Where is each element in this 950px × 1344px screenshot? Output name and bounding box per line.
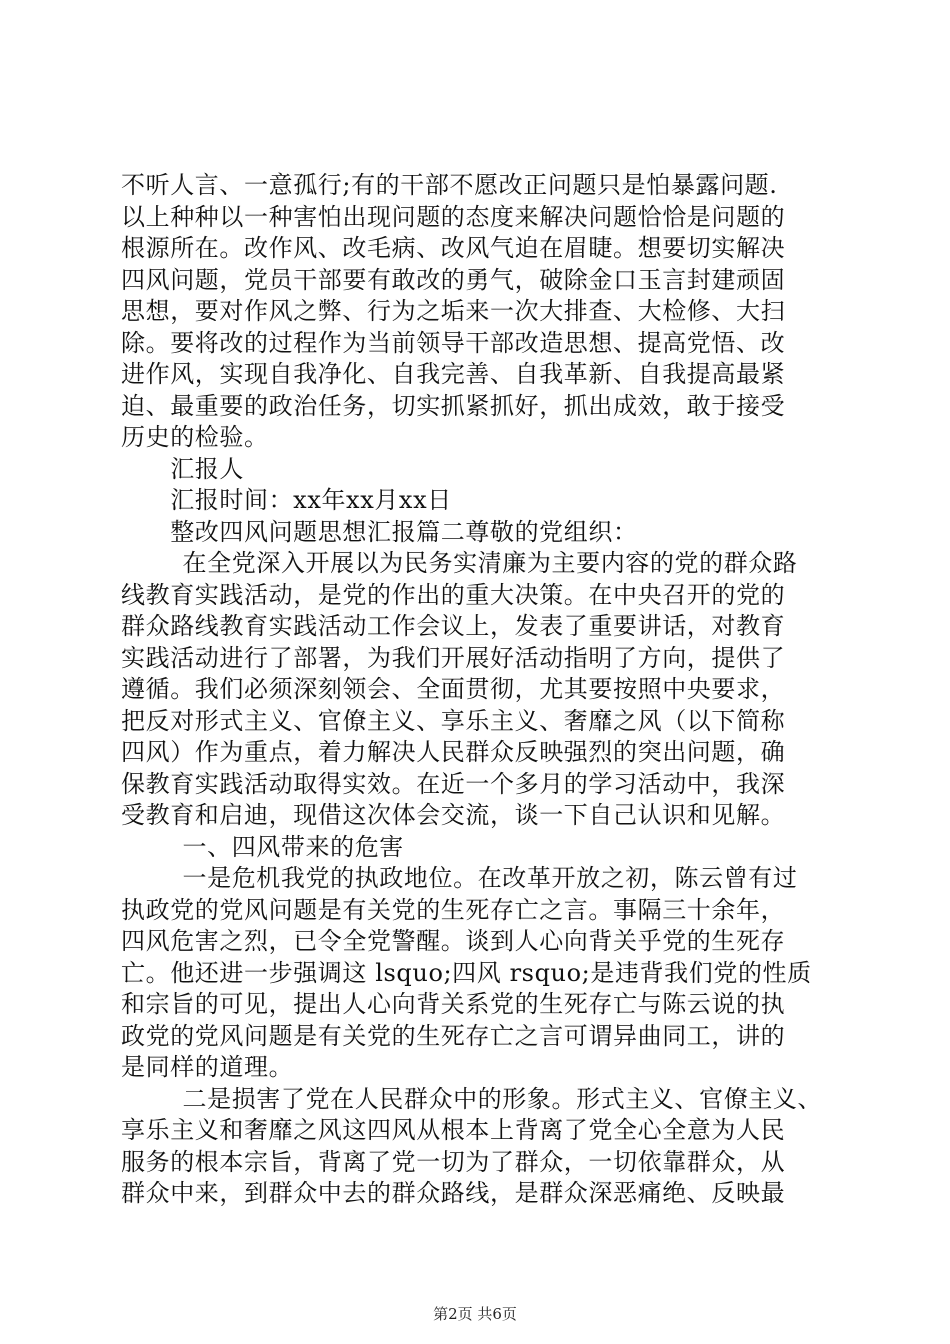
- text-line: 把反对形式主义、官僚主义、享乐主义、奢靡之风（以下简称: [121, 706, 786, 735]
- text-line: 亡。他还进一步强调这 lsquo;四风 rsquo;是违背我们党的性质: [121, 958, 812, 987]
- text-line: 四风危害之烈，已令全党警醒。谈到人心向背关乎党的生死存: [121, 927, 786, 955]
- text-line: 群众中来，到群众中去的群众路线，是群众深恶痛绝、反映最: [121, 1179, 786, 1207]
- text-line: 一、四风带来的危害: [182, 832, 404, 861]
- text-line: 不听人言、一意孤行;有的干部不愿改正问题只是怕暴露问题.: [121, 171, 778, 199]
- text-line: 历史的检验。: [121, 423, 269, 451]
- text-line: 二是损害了党在人民群众中的形象。形式主义、官僚主义、: [182, 1084, 823, 1113]
- text-line: 思想，要对作风之弊、行为之垢来一次大排查、大检修、大扫: [121, 297, 786, 325]
- text-line: 一是危机我党的执政地位。在改革开放之初，陈云曾有过: [182, 864, 798, 892]
- text-line: 线教育实践活动，是党的作出的重大决策。在中央召开的党的: [121, 580, 786, 609]
- text-line: 以上种种以一种害怕出现问题的态度来解决问题恰恰是问题的: [121, 202, 786, 231]
- text-line: 受教育和启迪，现借这次体会交流，谈一下自己认识和见解。: [121, 801, 786, 829]
- text-line: 根源所在。改作风、改毛病、改风气迫在眉睫。想要切实解决: [121, 234, 786, 262]
- text-line: 在全党深入开展以为民务实清廉为主要内容的党的群众路: [182, 549, 798, 577]
- text-line: 汇报时间：xx年xx月xx日: [170, 486, 452, 514]
- text-line: 汇报人: [170, 454, 244, 483]
- text-line: 和宗旨的可见，提出人心向背关系党的生死存亡与陈云说的执: [121, 990, 786, 1018]
- page-footer: 第2页 共6页: [433, 1305, 517, 1323]
- text-line: 实践活动进行了部署，为我们开展好活动指明了方向，提供了: [121, 643, 786, 672]
- document-body: [121, 170, 841, 1210]
- text-line: 进作风，实现自我净化、自我完善、自我革新、自我提高最紧: [121, 360, 786, 388]
- text-line: 除。要将改的过程作为当前领导干部改造思想、提高党悟、改: [121, 328, 786, 357]
- text-line: 执政党的党风问题是有关党的生死存亡之言。事隔三十余年，: [121, 895, 786, 924]
- text-line: 四风）作为重点，着力解决人民群众反映强烈的突出问题，确: [121, 738, 786, 766]
- text-line: 遵循。我们必须深刻领会、全面贯彻，尤其要按照中央要求，: [121, 675, 786, 703]
- text-line: 政党的党风问题是有关党的生死存亡之言可谓异曲同工，讲的: [121, 1021, 786, 1050]
- text-line: 享乐主义和奢靡之风这四风从根本上背离了党全心全意为人民: [121, 1116, 786, 1144]
- text-line: 整改四风问题思想汇报篇二尊敬的党组织：: [170, 517, 638, 546]
- text-line: 群众路线教育实践活动工作会议上，发表了重要讲话，对教育: [121, 612, 786, 640]
- text-line: 服务的根本宗旨，背离了党一切为了群众，一切依靠群众，从: [121, 1147, 786, 1176]
- text-line: 四风问题，党员干部要有敢改的勇气，破除金口玉言封建顽固: [121, 265, 786, 294]
- text-line: 保教育实践活动取得实效。在近一个多月的学习活动中，我深: [121, 769, 786, 798]
- text-line: 迫、最重要的政治任务，切实抓紧抓好，抓出成效，敢于接受: [121, 391, 786, 420]
- text-line: 是同样的道理。: [121, 1053, 294, 1081]
